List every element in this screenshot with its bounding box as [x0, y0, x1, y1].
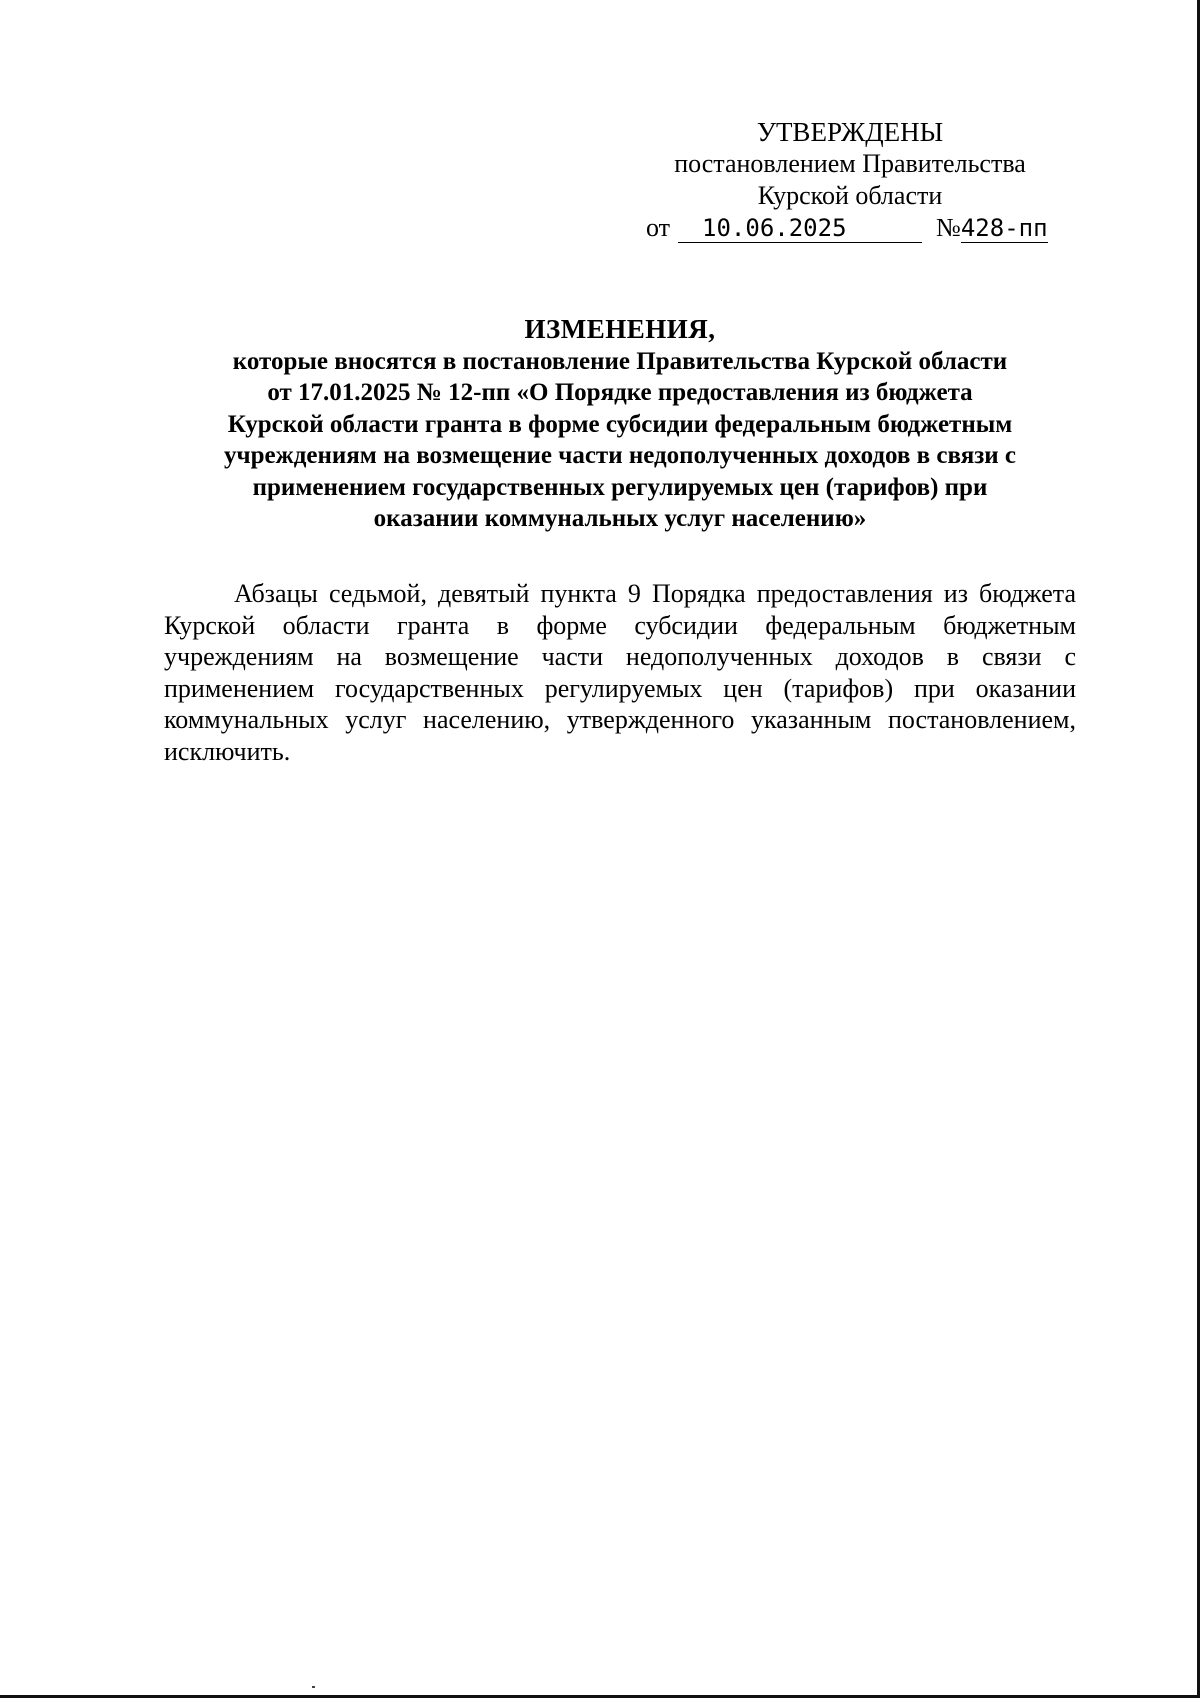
document-subtitle-line: оказании коммунальных услуг населению»: [373, 505, 867, 532]
document-subtitle-line: от 17.01.2025 № 12-пп «О Порядке предоставления из бюджета: [267, 379, 973, 406]
document-subtitle-line: Курской области гранта в форме субсидии федеральным бюджетным: [227, 410, 1013, 438]
decree-number: 428-пп: [960, 214, 1048, 242]
approval-authority-line: постановлением Правительства: [674, 149, 1026, 178]
body-paragraph: Абзацы седьмой, девятый пункта 9 Порядка предоставления из бюджета Курской области гранта в форме субсидии федеральным бюджетным учреждениям на возмещение части недополученных доходов в связи с применением государственных регулируемых цен (тарифов) при оказании коммунальных услуг населению, утвержденного указанным постановлением, исключить.: [164, 579, 1076, 766]
document-subtitle-line: учреждениям на возмещение части недополученных доходов в связи с: [223, 442, 1017, 469]
document-title-block: [160, 314, 1080, 535]
document-subtitle-line: применением государственных регулируемых цен (тарифов) при: [252, 473, 988, 501]
document-heading: ИЗМЕНЕНИЯ,: [524, 314, 716, 344]
number-label: №: [936, 213, 961, 242]
approval-title: УТВЕРЖДЕНЫ: [756, 117, 944, 147]
document-subtitle-line: которые вносятся в постановление Правительства Курской области: [232, 347, 1008, 375]
decree-date: 10.06.2025: [678, 214, 922, 243]
date-label: от: [646, 213, 671, 242]
scan-speck: [312, 1686, 315, 1688]
approval-reference-line: [646, 212, 1060, 244]
approval-stamp-block: [640, 116, 1060, 244]
approval-region-line: Курской области: [757, 181, 943, 210]
